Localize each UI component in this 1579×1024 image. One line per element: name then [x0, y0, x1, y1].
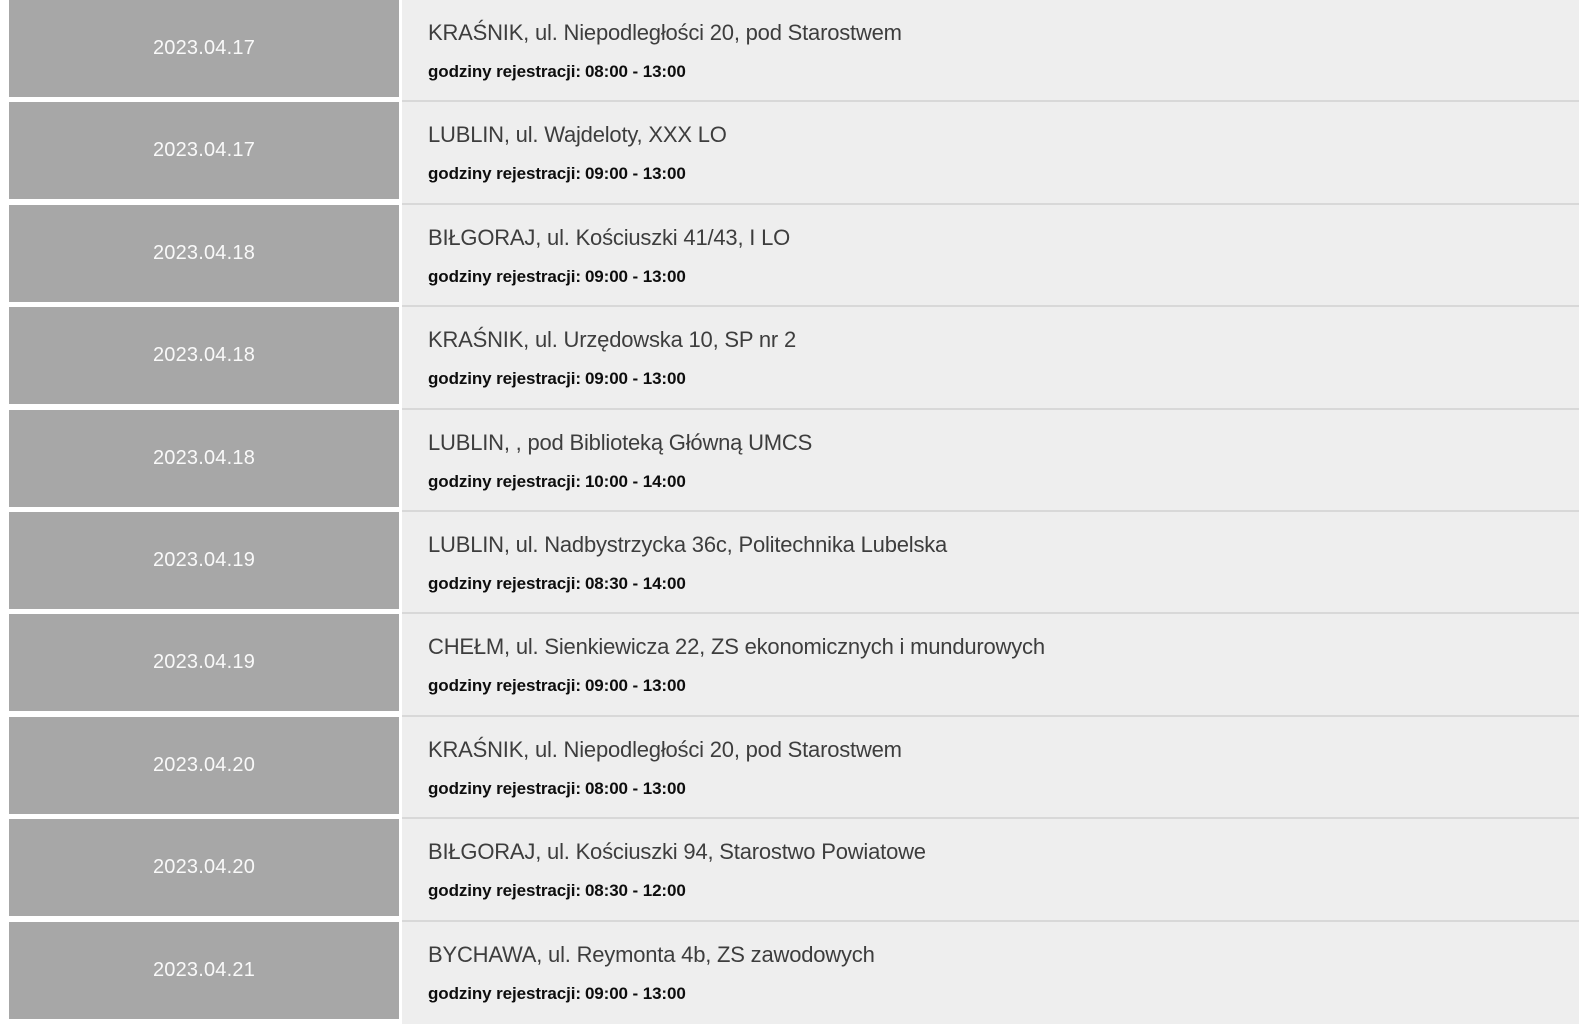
- table-row: [0, 205, 1579, 307]
- hours-value: 08:00 - 13:00: [584, 62, 686, 81]
- hours-label: godziny rejestracji:: [428, 676, 581, 696]
- location-cell: [402, 819, 1579, 921]
- location-cell: [402, 0, 1579, 102]
- date-text: 2023.04.17: [152, 139, 256, 162]
- date-cell: [9, 614, 399, 711]
- location-cell: [402, 205, 1579, 307]
- registration-hours-line: [428, 472, 1559, 492]
- hours-label: godziny rejestracji:: [428, 471, 581, 491]
- date-cell: [9, 205, 399, 302]
- registration-hours-line: [428, 676, 1559, 696]
- date-text: 2023.04.17: [152, 37, 256, 59]
- location-text: KRAŚNIK, ul. Urzędowska 10, SP nr 2: [428, 327, 796, 353]
- hours-label: godziny rejestracji:: [428, 62, 581, 81]
- date-text: 2023.04.20: [152, 856, 256, 879]
- table-row: [0, 819, 1579, 921]
- table-row: [0, 614, 1579, 716]
- date-text: 2023.04.18: [152, 241, 256, 264]
- date-cell: [9, 717, 399, 814]
- hours-value: 09:00 - 13:00: [584, 266, 686, 286]
- table-row: [0, 102, 1579, 204]
- table-row: [0, 410, 1579, 512]
- registration-hours-line: [428, 779, 1559, 799]
- date-text: 2023.04.19: [152, 651, 256, 674]
- date-cell: [9, 512, 399, 609]
- date-text: 2023.04.21: [152, 958, 256, 981]
- table-row: [0, 922, 1579, 1024]
- date-text: 2023.04.19: [152, 548, 256, 571]
- hours-label: godziny rejestracji:: [428, 369, 581, 389]
- registration-hours-line: [428, 164, 1559, 184]
- hours-value: 09:00 - 13:00: [584, 983, 686, 1003]
- date-cell: [9, 307, 399, 404]
- date-text: 2023.04.18: [152, 446, 256, 469]
- date-cell: [9, 0, 399, 97]
- location-cell: [402, 717, 1579, 819]
- location-text: LUBLIN, ul. Wajdeloty, XXX LO: [428, 122, 727, 148]
- hours-label: godziny rejestracji:: [428, 778, 581, 798]
- location-cell: [402, 410, 1579, 512]
- hours-value: 08:00 - 13:00: [584, 778, 686, 798]
- date-cell: [9, 410, 399, 507]
- hours-value: 09:00 - 13:00: [584, 369, 686, 389]
- registration-hours-line: [428, 267, 1559, 287]
- hours-value: 09:00 - 13:00: [584, 676, 686, 696]
- location-text: KRAŚNIK, ul. Niepodległości 20, pod Starostwem: [428, 736, 902, 762]
- registration-hours-line: [428, 62, 1559, 82]
- location-cell: [402, 922, 1579, 1024]
- table-row: [0, 512, 1579, 614]
- hours-label: godziny rejestracji:: [428, 983, 581, 1003]
- location-text: BIŁGORAJ, ul. Kościuszki 41/43, I LO: [428, 224, 791, 250]
- hours-value: 09:00 - 13:00: [584, 164, 686, 184]
- location-text: LUBLIN, ul. Nadbystrzycka 36c, Politechnika Lubelska: [428, 531, 948, 557]
- date-text: 2023.04.18: [152, 344, 256, 367]
- date-text: 2023.04.20: [152, 753, 256, 776]
- registration-hours-line: [428, 574, 1559, 594]
- table-row: [0, 307, 1579, 409]
- location-cell: [402, 307, 1579, 409]
- hours-label: godziny rejestracji:: [428, 573, 581, 593]
- hours-value: 08:30 - 14:00: [584, 573, 686, 593]
- registration-hours-line: [428, 369, 1559, 389]
- registration-hours-line: [428, 984, 1559, 1004]
- location-text: BIŁGORAJ, ul. Kościuszki 94, Starostwo Powiatowe: [428, 839, 926, 865]
- location-text: BYCHAWA, ul. Reymonta 4b, ZS zawodowych: [428, 941, 875, 967]
- date-cell: [9, 819, 399, 916]
- location-text: KRAŚNIK, ul. Niepodległości 20, pod Starostwem: [428, 20, 902, 45]
- hours-value: 08:30 - 12:00: [584, 881, 686, 901]
- hours-label: godziny rejestracji:: [428, 266, 581, 286]
- location-cell: [402, 102, 1579, 204]
- location-cell: [402, 512, 1579, 614]
- location-text: CHEŁM, ul. Sienkiewicza 22, ZS ekonomicznych i mundurowych: [428, 634, 1045, 660]
- location-text: LUBLIN, , pod Biblioteką Główną UMCS: [428, 429, 813, 455]
- hours-value: 10:00 - 14:00: [584, 471, 686, 491]
- registration-hours-line: [428, 881, 1559, 901]
- table-row: [0, 717, 1579, 819]
- date-cell: [9, 922, 399, 1019]
- date-cell: [9, 102, 399, 199]
- location-cell: [402, 614, 1579, 716]
- table-row: [0, 0, 1579, 102]
- hours-label: godziny rejestracji:: [428, 164, 581, 184]
- hours-label: godziny rejestracji:: [428, 881, 581, 901]
